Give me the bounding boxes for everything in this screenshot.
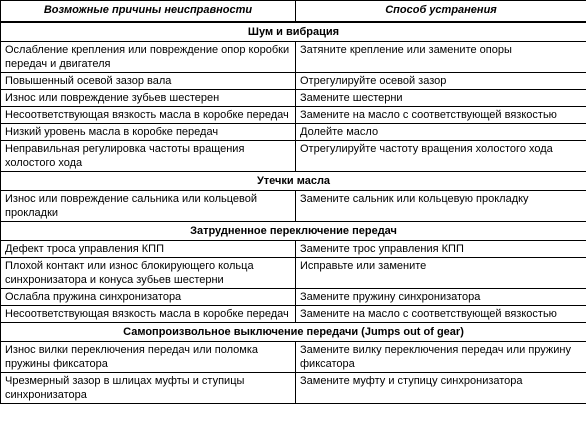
- header-causes: Возможные причины неисправности: [1, 1, 296, 23]
- remedy-cell: Затяните крепление или замените опоры: [296, 42, 586, 73]
- cause-cell: Дефект троса управления КПП: [1, 241, 296, 258]
- cause-cell: Износ или повреждение сальника или кольцевой прокладки: [1, 191, 296, 222]
- table-row: [1, 373, 586, 404]
- remedy-cell: Замените на масло с соответствующей вязкостью: [296, 107, 586, 124]
- remedy-cell: Замените пружину синхронизатора: [296, 289, 586, 306]
- table-row: [1, 342, 586, 373]
- table-row: [1, 258, 586, 289]
- cause-cell: Повышенный осевой зазор вала: [1, 73, 296, 90]
- section-row: [1, 222, 586, 241]
- cause-cell: Плохой контакт или износ блокирующего кольца синхронизатора и конуса зубьев шестерни: [1, 258, 296, 289]
- table-row: [1, 191, 586, 222]
- section-title: Утечки масла: [1, 172, 586, 191]
- section-title: Затрудненное переключение передач: [1, 222, 586, 241]
- section-title: Самопроизвольное выключение передачи (Jumps out of gear): [1, 323, 586, 342]
- remedy-cell: Замените на масло с соответствующей вязкостью: [296, 306, 586, 323]
- table-row: [1, 124, 586, 141]
- cause-cell: Неправильная регулировка частоты вращения холостого хода: [1, 141, 296, 172]
- table-row: [1, 73, 586, 90]
- cause-cell: Износ вилки переключения передач или поломка пружины фиксатора: [1, 342, 296, 373]
- header-row: [1, 1, 586, 23]
- remedy-cell: Замените вилку переключения передач или пружину фиксатора: [296, 342, 586, 373]
- cause-cell: Низкий уровень масла в коробке передач: [1, 124, 296, 141]
- table-row: [1, 306, 586, 323]
- remedy-cell: Долейте масло: [296, 124, 586, 141]
- remedy-cell: Отрегулируйте осевой зазор: [296, 73, 586, 90]
- section-row: [1, 172, 586, 191]
- remedy-cell: Исправьте или замените: [296, 258, 586, 289]
- table-row: [1, 241, 586, 258]
- table-row: [1, 42, 586, 73]
- table-row: [1, 90, 586, 107]
- table-row: [1, 141, 586, 172]
- cause-cell: Износ или повреждение зубьев шестерен: [1, 90, 296, 107]
- section-row: [1, 22, 586, 42]
- remedy-cell: Замените муфту и ступицу синхронизатора: [296, 373, 586, 404]
- cause-cell: Ослабление крепления или повреждение опор коробки передач и двигателя: [1, 42, 296, 73]
- table-row: [1, 107, 586, 124]
- remedy-cell: Отрегулируйте частоту вращения холостого хода: [296, 141, 586, 172]
- table-row: [1, 289, 586, 306]
- header-remedy: Способ устранения: [296, 1, 586, 23]
- remedy-cell: Замените сальник или кольцевую прокладку: [296, 191, 586, 222]
- cause-cell: Несоответствующая вязкость масла в коробке передач: [1, 306, 296, 323]
- section-row: [1, 323, 586, 342]
- cause-cell: Несоответствующая вязкость масла в коробке передач: [1, 107, 296, 124]
- section-title: Шум и вибрация: [1, 22, 586, 42]
- remedy-cell: Замените трос управления КПП: [296, 241, 586, 258]
- remedy-cell: Замените шестерни: [296, 90, 586, 107]
- cause-cell: Чрезмерный зазор в шлицах муфты и ступицы синхронизатора: [1, 373, 296, 404]
- cause-cell: Ослабла пружина синхронизатора: [1, 289, 296, 306]
